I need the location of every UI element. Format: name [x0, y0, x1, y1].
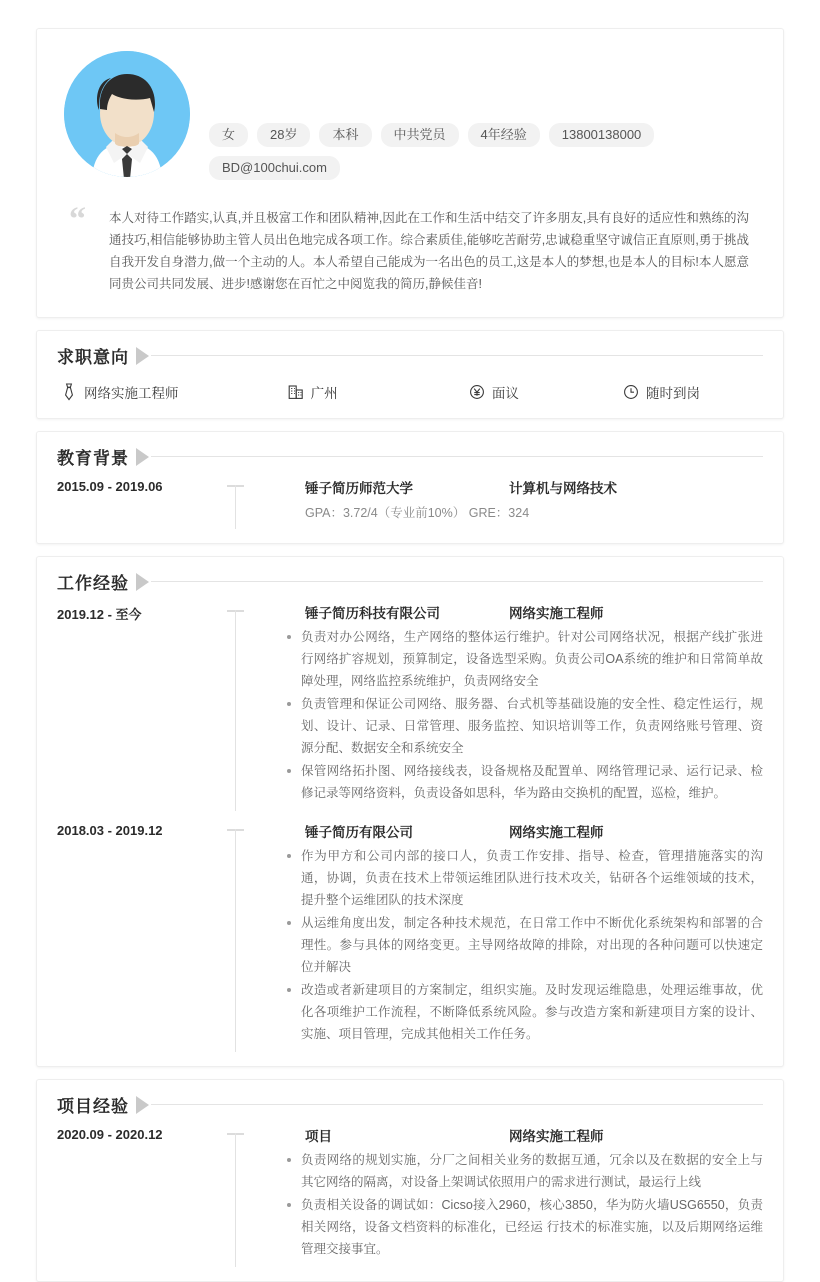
job-intention-row	[57, 376, 763, 404]
project-entry-titles	[269, 1125, 763, 1145]
work-experience-card	[36, 556, 784, 1067]
project-bullet-list	[269, 1149, 763, 1260]
list-item: 负责网络的规划实施，分厂之间相关业务的数据互通，冗余以及在数据的安全上与其它网络的隔离，对设备上架调试依照用户的需求进行测试，最运行上线	[287, 1149, 763, 1193]
tag-gender: 女	[209, 123, 248, 147]
education-card	[36, 431, 784, 544]
section-arrow-icon	[136, 573, 149, 591]
project-role: 网络实施工程师	[509, 1129, 604, 1144]
timeline-line	[235, 829, 236, 1052]
section-arrow-icon	[136, 448, 149, 466]
tag-email: BD@100chui.com	[209, 156, 340, 180]
job-intention-position-label: 网络实施工程师	[84, 386, 179, 401]
timeline-marker	[227, 477, 253, 529]
tag-experience: 4年经验	[468, 123, 540, 147]
education-entry-titles	[269, 477, 763, 497]
job-intention-availability-label: 随时到岗	[646, 386, 701, 401]
work-entry-date: 2018.03 - 2019.12	[57, 823, 163, 838]
section-title-job-intention: 求职意向	[57, 348, 129, 367]
section-header	[57, 444, 763, 469]
list-item: 负责管理和保证公司网络、服务器、台式机等基础设施的安全性、稳定性运行，规划、设计、记录、日常管理、服务监控、知识培训等工作，负责网络账号管理、资源分配、数据安全和系统安全	[287, 693, 763, 759]
job-intention-city	[288, 382, 469, 402]
section-arrow-icon	[136, 1096, 149, 1114]
education-major: 计算机与网络技术	[509, 481, 617, 496]
section-divider	[151, 355, 763, 356]
person-avatar-illustration	[64, 51, 190, 177]
profile-tags	[195, 47, 761, 189]
work-role: 网络实施工程师	[509, 825, 604, 840]
building-icon	[288, 384, 304, 400]
timeline-marker	[227, 602, 253, 811]
list-item: 负责相关设备的调试如：Cicso接入2960，核心3850，华为防火墙USG6550，负责相关网络，设备文档资料的标准化，已经运 行技术的标准实施，以及后期网络运维管理交接事宜。	[287, 1194, 763, 1260]
job-intention-position	[61, 382, 288, 402]
section-arrow-icon	[136, 347, 149, 365]
education-scores: GPA：3.72/4（专业前10%） GRE：324	[305, 506, 530, 520]
work-bullet-list	[269, 626, 763, 804]
job-intention-salary-label: 面议	[491, 386, 519, 401]
job-intention-card	[36, 330, 784, 419]
tag-education: 本科	[319, 123, 371, 147]
section-header	[57, 569, 763, 594]
section-header	[57, 343, 763, 368]
self-summary-text: 本人对待工作踏实,认真,并且极富工作和团队精神,因此在工作和生活中结交了许多朋友,具有良好的适应性和熟练的沟通技巧,相信能够协助主管人员出色地完成各项工作。综合素质佳,能够吃苦耐劳,忠诚稳重坚守诚信正直原则,勇于挑战自我开发自身潜力,做一个主动的人。本人希望自己能成为一名出色的员工,这是本人的梦想,也是本人的目标!本人愿意同贵公司共同发展、进步!感谢您在百忙之中阅览我的简历,静候佳音!	[109, 211, 749, 291]
list-item: 从运维角度出发，制定各种技术规范，在日常工作中不断优化系统架构和部署的合理性。参与具体的网络变更。主导网络故障的排除，对出现的各种问题可以快速定位并解决	[287, 912, 763, 978]
section-divider	[151, 1104, 763, 1105]
tag-age: 28岁	[257, 123, 310, 147]
work-entry-date: 2019.12 - 至今	[57, 607, 142, 622]
work-entry-body	[253, 821, 763, 1052]
work-company: 锤子简历科技有限公司	[305, 606, 440, 621]
section-header	[57, 1092, 763, 1117]
work-entry-titles	[269, 602, 763, 622]
list-item: 作为甲方和公司内部的接口人，负责工作安排、指导、检查，管理措施落实的沟通，协调，负责在技术上带领运维团队进行技术攻关，钻研各个运维领域的技术，提升整个运维团队的技术深度	[287, 845, 763, 911]
timeline-line	[235, 1133, 236, 1267]
education-entry-body	[253, 477, 763, 529]
timeline-line	[235, 610, 236, 811]
work-entry	[57, 602, 763, 811]
section-divider	[151, 456, 763, 457]
job-intention-availability	[623, 382, 759, 402]
tag-political-status: 中共党员	[381, 123, 459, 147]
project-entry-body	[253, 1125, 763, 1267]
job-intention-salary	[469, 382, 623, 402]
work-bullet-list	[269, 845, 763, 1045]
project-experience-card	[36, 1079, 784, 1282]
clock-icon	[623, 384, 639, 400]
education-entry	[57, 477, 763, 529]
project-entry	[57, 1125, 763, 1267]
work-entry-body	[253, 602, 763, 811]
project-name: 项目	[305, 1129, 332, 1144]
section-title-project-experience: 项目经验	[57, 1097, 129, 1116]
section-title-work-experience: 工作经验	[57, 574, 129, 593]
timeline-marker	[227, 1125, 253, 1267]
education-entry-date: 2015.09 - 2019.06	[57, 479, 163, 494]
avatar-container	[59, 47, 195, 177]
tag-row-secondary	[209, 156, 761, 180]
job-intention-city-label: 广州	[310, 386, 338, 401]
education-school: 锤子简历师范大学	[305, 481, 413, 496]
profile-header-top	[59, 47, 761, 189]
tie-icon	[61, 383, 77, 401]
section-title-education: 教育背景	[57, 449, 129, 468]
self-summary-block	[59, 201, 761, 295]
list-item: 改造或者新建项目的方案制定，组织实施。及时发现运维隐患，处理运维事故，优化各项维护工作流程，不断降低系统风险。参与改造方案和新建项目方案的设计、实施、项目管理，完成其他相关工作任务。	[287, 979, 763, 1045]
work-entry	[57, 821, 763, 1052]
tag-phone: 13800138000	[549, 123, 655, 147]
profile-header-card	[36, 28, 784, 318]
list-item: 保管网络拓扑图、网络接线表，设备规格及配置单、网络管理记录、运行记录、检修记录等网络资料，负责设备如思科，华为路由交换机的配置，巡检，维护。	[287, 760, 763, 804]
work-role: 网络实施工程师	[509, 606, 604, 621]
work-company: 锤子简历有限公司	[305, 825, 413, 840]
quote-icon: “	[69, 201, 86, 238]
project-entry-date: 2020.09 - 2020.12	[57, 1127, 163, 1142]
list-item: 负责对办公网络，生产网络的整体运行维护。针对公司网络状况，根据产线扩张进行网络扩容规划，预算制定，设备选型采购。负责公司OA系统的维护和日常简单故障处理，网络监控系统维护，负责网络安全	[287, 626, 763, 692]
timeline-line	[235, 485, 236, 529]
avatar	[64, 51, 190, 177]
yen-icon	[469, 384, 485, 400]
work-entry-titles	[269, 821, 763, 841]
tag-row-primary	[209, 123, 761, 147]
timeline-marker	[227, 821, 253, 1052]
section-divider	[151, 581, 763, 582]
